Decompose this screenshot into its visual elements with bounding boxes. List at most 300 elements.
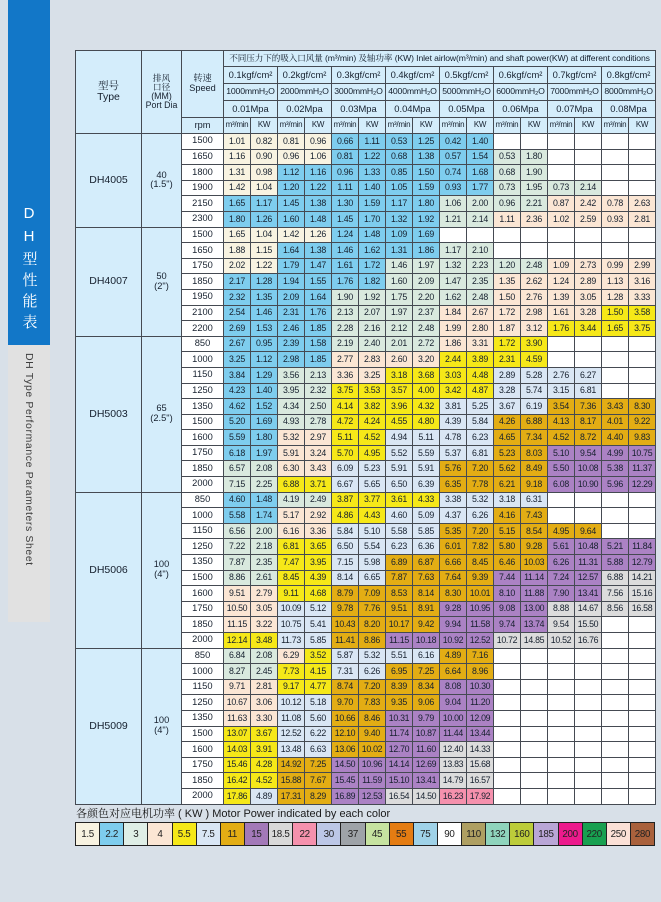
empty-cell — [494, 726, 521, 742]
value-cell: 11.37 — [629, 461, 656, 477]
pressure-mmh2o-header: 8000mmH₂O — [602, 84, 656, 101]
value-cell: 1.72 — [494, 305, 521, 321]
rpm-cell: 1800 — [182, 165, 224, 181]
value-cell: 14.50 — [413, 788, 440, 804]
empty-cell — [602, 149, 629, 165]
value-cell: 1.64 — [305, 289, 332, 305]
empty-cell — [575, 679, 602, 695]
rpm-cell: 1850 — [182, 461, 224, 477]
value-cell: 5.38 — [602, 461, 629, 477]
value-cell: 6.09 — [332, 461, 359, 477]
value-cell: 2.35 — [467, 274, 494, 290]
value-cell: 8.88 — [548, 601, 575, 617]
value-cell: 6.16 — [278, 523, 305, 539]
value-cell: 6.89 — [386, 555, 413, 571]
value-cell: 3.65 — [305, 539, 332, 555]
value-cell: 2.36 — [521, 211, 548, 227]
value-cell: 2.31 — [494, 352, 521, 368]
table-title: 不同压力下的吸入口风量 (m³/min) 及轴功率 (KW) Inlet airlow(m³/min) and shaft power(KW) at different conditions — [224, 51, 656, 67]
value-cell: 3.30 — [251, 710, 278, 726]
value-cell: 4.68 — [305, 586, 332, 602]
value-cell: 9.71 — [224, 679, 251, 695]
table-row — [76, 648, 656, 664]
value-cell: 16.58 — [629, 601, 656, 617]
value-cell: 8.14 — [332, 570, 359, 586]
empty-cell — [575, 726, 602, 742]
legend-item: 90 — [438, 823, 462, 845]
value-cell: 15.46 — [224, 757, 251, 773]
value-cell: 6.56 — [224, 523, 251, 539]
value-cell: 7.16 — [467, 648, 494, 664]
value-cell: 2.00 — [467, 196, 494, 212]
empty-cell — [494, 695, 521, 711]
empty-cell — [629, 134, 656, 150]
rpm-cell: 850 — [182, 492, 224, 508]
value-cell: 3.77 — [359, 492, 386, 508]
empty-cell — [629, 773, 656, 789]
value-cell: 8.08 — [440, 679, 467, 695]
legend-item: 22 — [293, 823, 317, 845]
value-cell: 6.26 — [548, 555, 575, 571]
empty-cell — [602, 523, 629, 539]
power-unit-header: KW — [575, 118, 602, 134]
model-name: DH5009 — [76, 648, 142, 804]
empty-cell — [602, 508, 629, 524]
value-cell: 9.35 — [386, 695, 413, 711]
rpm-cell: 1000 — [182, 664, 224, 680]
empty-cell — [548, 788, 575, 804]
value-cell: 2.13 — [305, 367, 332, 383]
value-cell: 0.99 — [602, 258, 629, 274]
value-cell: 3.81 — [440, 399, 467, 415]
value-cell: 9.17 — [278, 679, 305, 695]
value-cell: 14.03 — [224, 742, 251, 758]
value-cell: 17.86 — [224, 788, 251, 804]
value-cell: 3.16 — [629, 274, 656, 290]
value-cell: 4.01 — [602, 414, 629, 430]
value-cell: 3.53 — [359, 383, 386, 399]
value-cell: 1.61 — [548, 305, 575, 321]
value-cell: 8.30 — [440, 586, 467, 602]
rpm-cell: 1500 — [182, 414, 224, 430]
empty-cell — [602, 367, 629, 383]
value-cell: 16.57 — [467, 773, 494, 789]
value-cell: 1.45 — [332, 211, 359, 227]
value-cell: 3.36 — [305, 523, 332, 539]
value-cell: 4.23 — [224, 383, 251, 399]
value-cell: 1.16 — [224, 149, 251, 165]
value-cell: 8.45 — [467, 555, 494, 571]
value-cell: 1.53 — [251, 321, 278, 337]
empty-cell — [575, 710, 602, 726]
value-cell: 2.16 — [359, 321, 386, 337]
value-cell: 9.39 — [467, 570, 494, 586]
value-cell: 6.16 — [413, 648, 440, 664]
value-cell: 5.12 — [305, 601, 332, 617]
flow-unit-header: m³/min — [440, 118, 467, 134]
value-cell: 10.17 — [386, 617, 413, 633]
value-cell: 1.47 — [440, 274, 467, 290]
value-cell: 10.95 — [467, 601, 494, 617]
empty-cell — [602, 243, 629, 259]
pressure-mpa-header: 0.08Mpa — [602, 101, 656, 118]
value-cell: 4.93 — [278, 414, 305, 430]
value-cell: 8.49 — [521, 461, 548, 477]
rpm-cell: 2300 — [182, 211, 224, 227]
empty-cell — [494, 710, 521, 726]
value-cell: 1.42 — [224, 180, 251, 196]
value-cell: 1.50 — [413, 165, 440, 181]
empty-cell — [521, 648, 548, 664]
value-cell: 2.83 — [359, 352, 386, 368]
empty-cell — [575, 336, 602, 352]
value-cell: 6.29 — [278, 648, 305, 664]
value-cell: 10.02 — [359, 742, 386, 758]
value-cell: 5.96 — [602, 477, 629, 493]
value-cell: 1.76 — [548, 321, 575, 337]
value-cell: 1.09 — [386, 227, 413, 243]
value-cell: 3.68 — [413, 367, 440, 383]
value-cell: 5.52 — [386, 445, 413, 461]
rpm-cell: 1150 — [182, 367, 224, 383]
value-cell: 1.48 — [305, 211, 332, 227]
value-cell: 9.54 — [575, 445, 602, 461]
value-cell: 1.32 — [440, 258, 467, 274]
sidebar-title-en: DH Type Performance Parameters Sheet — [23, 353, 35, 566]
value-cell: 4.52 — [548, 430, 575, 446]
value-cell: 1.38 — [413, 149, 440, 165]
value-cell: 9.28 — [440, 601, 467, 617]
value-cell: 3.12 — [521, 321, 548, 337]
value-cell: 2.76 — [548, 367, 575, 383]
value-cell: 3.18 — [494, 492, 521, 508]
value-cell: 8.86 — [359, 633, 386, 649]
value-cell: 1.26 — [305, 227, 332, 243]
value-cell: 2.80 — [467, 321, 494, 337]
pressure-mmh2o-header: 2000mmH₂O — [278, 84, 332, 101]
value-cell: 1.17 — [251, 196, 278, 212]
pressure-mpa-header: 0.05Mpa — [440, 101, 494, 118]
value-cell: 5.84 — [467, 414, 494, 430]
value-cell: 3.42 — [440, 383, 467, 399]
value-cell: 4.34 — [278, 399, 305, 415]
value-cell: 6.30 — [278, 461, 305, 477]
value-cell: 1.80 — [413, 196, 440, 212]
value-cell: 9.94 — [440, 617, 467, 633]
rpm-cell: 1350 — [182, 710, 224, 726]
empty-cell — [575, 508, 602, 524]
value-cell: 1.20 — [494, 258, 521, 274]
value-cell: 2.09 — [278, 289, 305, 305]
value-cell: 1.11 — [359, 134, 386, 150]
value-cell: 1.99 — [440, 321, 467, 337]
empty-cell — [629, 336, 656, 352]
value-cell: 5.11 — [413, 430, 440, 446]
empty-cell — [521, 726, 548, 742]
value-cell: 6.35 — [440, 477, 467, 493]
performance-table — [75, 50, 656, 805]
value-cell: 0.96 — [332, 165, 359, 181]
rpm-cell: 1250 — [182, 383, 224, 399]
value-cell: 13.41 — [413, 773, 440, 789]
value-cell: 1.06 — [305, 149, 332, 165]
value-cell: 11.59 — [359, 773, 386, 789]
value-cell: 4.60 — [224, 492, 251, 508]
value-cell: 1.60 — [386, 274, 413, 290]
empty-cell — [548, 243, 575, 259]
value-cell: 2.14 — [467, 211, 494, 227]
value-cell: 1.74 — [251, 508, 278, 524]
value-cell: 4.55 — [386, 414, 413, 430]
value-cell: 1.26 — [251, 211, 278, 227]
value-cell: 1.97 — [413, 258, 440, 274]
value-cell: 3.44 — [575, 321, 602, 337]
model-name: DH5003 — [76, 336, 142, 492]
value-cell: 15.45 — [332, 773, 359, 789]
empty-cell — [602, 773, 629, 789]
empty-cell — [494, 243, 521, 259]
value-cell: 1.76 — [305, 305, 332, 321]
value-cell: 2.42 — [575, 196, 602, 212]
rpm-cell: 1350 — [182, 555, 224, 571]
value-cell: 10.52 — [548, 633, 575, 649]
motor-power-legend — [75, 822, 655, 846]
value-cell: 0.42 — [440, 134, 467, 150]
rpm-cell: 2100 — [182, 305, 224, 321]
value-cell: 6.19 — [521, 399, 548, 415]
value-cell: 8.79 — [332, 586, 359, 602]
port-dia: 100 (4") — [142, 492, 182, 648]
value-cell: 7.43 — [521, 508, 548, 524]
value-cell: 15.68 — [467, 757, 494, 773]
value-cell: 5.91 — [386, 461, 413, 477]
empty-cell — [548, 227, 575, 243]
value-cell: 5.15 — [494, 523, 521, 539]
value-cell: 5.88 — [602, 555, 629, 571]
value-cell: 3.84 — [224, 367, 251, 383]
empty-cell — [602, 757, 629, 773]
value-cell: 1.84 — [440, 305, 467, 321]
value-cell: 4.26 — [494, 414, 521, 430]
value-cell: 1.32 — [386, 211, 413, 227]
value-cell: 2.59 — [575, 211, 602, 227]
empty-cell — [629, 227, 656, 243]
value-cell: 5.61 — [548, 539, 575, 555]
empty-cell — [575, 742, 602, 758]
value-cell: 12.40 — [440, 742, 467, 758]
value-cell: 2.61 — [251, 570, 278, 586]
value-cell: 1.11 — [332, 180, 359, 196]
value-cell: 10.92 — [440, 633, 467, 649]
value-cell: 2.25 — [251, 477, 278, 493]
value-cell: 2.09 — [413, 274, 440, 290]
pressure-mmh2o-header: 5000mmH₂O — [440, 84, 494, 101]
power-unit-header: KW — [359, 118, 386, 134]
value-cell: 7.20 — [359, 679, 386, 695]
value-cell: 11.73 — [278, 633, 305, 649]
value-cell: 8.74 — [332, 679, 359, 695]
value-cell: 2.39 — [278, 336, 305, 352]
value-cell: 1.50 — [602, 305, 629, 321]
rpm-cell: 1350 — [182, 399, 224, 415]
value-cell: 2.79 — [251, 586, 278, 602]
empty-cell — [548, 710, 575, 726]
value-cell: 7.76 — [359, 601, 386, 617]
value-cell: 2.67 — [224, 336, 251, 352]
legend-item: 5.5 — [173, 823, 197, 845]
empty-cell — [602, 492, 629, 508]
value-cell: 3.75 — [629, 321, 656, 337]
value-cell: 7.25 — [413, 664, 440, 680]
value-cell: 7.09 — [359, 586, 386, 602]
value-cell: 2.31 — [278, 305, 305, 321]
empty-cell — [575, 773, 602, 789]
pressure-mpa-header: 0.06Mpa — [494, 101, 548, 118]
value-cell: 2.01 — [386, 336, 413, 352]
value-cell: 6.21 — [494, 477, 521, 493]
value-cell: 4.48 — [467, 367, 494, 383]
value-cell: 7.67 — [305, 773, 332, 789]
empty-cell — [548, 773, 575, 789]
pressure-mmh2o-header: 7000mmH₂O — [548, 84, 602, 101]
value-cell: 5.85 — [305, 633, 332, 649]
value-cell: 7.25 — [305, 757, 332, 773]
pressure-kgf-header: 0.8kgf/cm² — [602, 67, 656, 84]
empty-cell — [602, 336, 629, 352]
rpm-cell: 2000 — [182, 633, 224, 649]
value-cell: 11.15 — [386, 633, 413, 649]
empty-cell — [629, 383, 656, 399]
value-cell: 2.13 — [332, 305, 359, 321]
value-cell: 11.20 — [467, 695, 494, 711]
empty-cell — [629, 648, 656, 664]
value-cell: 7.78 — [467, 477, 494, 493]
value-cell: 2.23 — [467, 258, 494, 274]
port-dia: 50 (2") — [142, 227, 182, 336]
empty-cell — [548, 679, 575, 695]
empty-cell — [494, 742, 521, 758]
value-cell: 3.36 — [332, 367, 359, 383]
sidebar-blue-bar — [8, 0, 50, 345]
value-cell: 7.47 — [278, 555, 305, 571]
empty-cell — [602, 695, 629, 711]
value-cell: 9.22 — [629, 414, 656, 430]
value-cell: 2.07 — [359, 305, 386, 321]
pressure-mpa-header: 0.03Mpa — [332, 101, 386, 118]
value-cell: 1.59 — [359, 196, 386, 212]
empty-cell — [629, 492, 656, 508]
value-cell: 12.10 — [332, 726, 359, 742]
value-cell: 2.69 — [224, 321, 251, 337]
empty-cell — [575, 664, 602, 680]
power-unit-header: KW — [413, 118, 440, 134]
value-cell: 2.21 — [521, 196, 548, 212]
legend-item: 185 — [534, 823, 558, 845]
pressure-mpa-header: 0.04Mpa — [386, 101, 440, 118]
value-cell: 8.96 — [467, 664, 494, 680]
pressure-kgf-header: 0.1kgf/cm² — [224, 67, 278, 84]
value-cell: 14.14 — [386, 757, 413, 773]
rpm-cell: 1600 — [182, 586, 224, 602]
empty-cell — [575, 648, 602, 664]
value-cell: 12.14 — [224, 633, 251, 649]
value-cell: 2.77 — [332, 352, 359, 368]
value-cell: 6.88 — [521, 414, 548, 430]
value-cell: 1.70 — [359, 211, 386, 227]
empty-cell — [521, 664, 548, 680]
legend-item: 3 — [124, 823, 148, 845]
value-cell: 12.70 — [386, 742, 413, 758]
value-cell: 7.87 — [224, 555, 251, 571]
value-cell: 6.22 — [305, 726, 332, 742]
value-cell: 3.89 — [467, 352, 494, 368]
value-cell: 9.83 — [629, 430, 656, 446]
value-cell: 1.30 — [332, 196, 359, 212]
value-cell: 9.18 — [521, 477, 548, 493]
value-cell: 3.38 — [440, 492, 467, 508]
empty-cell — [629, 180, 656, 196]
value-cell: 11.58 — [467, 617, 494, 633]
empty-cell — [602, 134, 629, 150]
empty-cell — [602, 352, 629, 368]
empty-cell — [629, 165, 656, 181]
value-cell: 1.88 — [224, 243, 251, 259]
value-cell: 1.59 — [413, 180, 440, 196]
rpm-cell: 1000 — [182, 508, 224, 524]
value-cell: 1.35 — [251, 289, 278, 305]
value-cell: 10.72 — [494, 633, 521, 649]
empty-cell — [467, 227, 494, 243]
value-cell: 4.95 — [359, 445, 386, 461]
value-cell: 6.08 — [548, 477, 575, 493]
value-cell: 10.18 — [413, 633, 440, 649]
value-cell: 3.82 — [359, 399, 386, 415]
value-cell: 5.91 — [413, 461, 440, 477]
empty-cell — [629, 726, 656, 742]
value-cell: 1.80 — [224, 211, 251, 227]
value-cell: 0.96 — [494, 196, 521, 212]
rpm-cell: 1500 — [182, 570, 224, 586]
value-cell: 12.57 — [575, 570, 602, 586]
rpm-cell: 1900 — [182, 180, 224, 196]
value-cell: 3.54 — [548, 399, 575, 415]
value-cell: 2.76 — [521, 289, 548, 305]
value-cell: 2.99 — [629, 258, 656, 274]
value-cell: 9.40 — [359, 726, 386, 742]
legend-item: 132 — [486, 823, 510, 845]
value-cell: 7.82 — [467, 539, 494, 555]
empty-cell — [494, 773, 521, 789]
value-cell: 14.85 — [521, 633, 548, 649]
value-cell: 7.20 — [467, 461, 494, 477]
value-cell: 8.10 — [494, 586, 521, 602]
legend-item: 2.2 — [100, 823, 124, 845]
value-cell: 5.87 — [332, 648, 359, 664]
value-cell: 2.37 — [413, 305, 440, 321]
legend-item: 75 — [414, 823, 438, 845]
rpm-cell: 1500 — [182, 134, 224, 150]
value-cell: 3.05 — [575, 289, 602, 305]
empty-cell — [521, 134, 548, 150]
value-cell: 4.14 — [332, 399, 359, 415]
value-cell: 11.08 — [278, 710, 305, 726]
pressure-kgf-header: 0.4kgf/cm² — [386, 67, 440, 84]
value-cell: 1.12 — [278, 165, 305, 181]
value-cell: 5.10 — [548, 445, 575, 461]
value-cell: 3.71 — [305, 477, 332, 493]
value-cell: 3.25 — [224, 352, 251, 368]
value-cell: 1.46 — [332, 243, 359, 259]
